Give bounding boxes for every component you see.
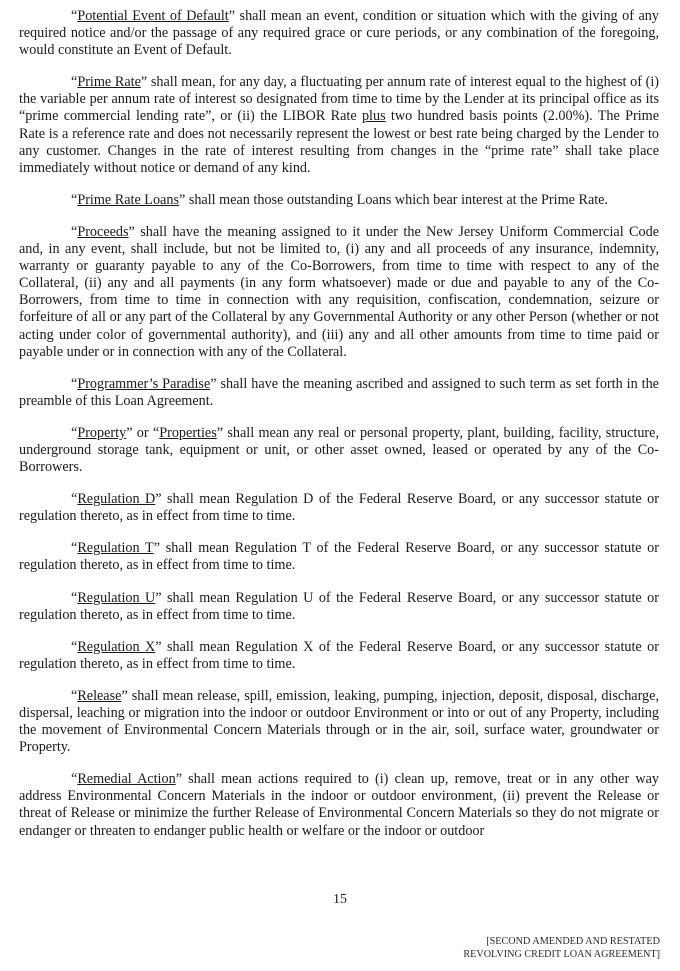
definition-text: ” shall mean release, spill, emission, leaking, pumping, injection, deposit, disposal, discharge, dispersal, leaching or migration into the indoor or outdoor Environment or into or out of any Property, including the movement of Environmental Concern Materials through or in the air, soil, surface water, groundwater or Property.: [19, 687, 659, 756]
definition-text-continued: two hundred basis points (2.00%). The Prime Rate is a reference rate and does not necessarily represent the lowest or best rate being charged by the Lender to any customer. Changes in the rate of interest resulting from changes in the “prime rate” shall take place immediately without notice or demand of any kind.: [19, 108, 659, 176]
open-quote: “: [71, 191, 78, 208]
definition-remedial-action: [19, 771, 659, 839]
open-quote: “: [71, 8, 78, 24]
defined-term: Proceeds: [77, 223, 129, 240]
open-quote: “: [71, 424, 78, 441]
defined-term: Regulation U: [77, 589, 156, 606]
open-quote: “: [71, 589, 78, 606]
definition-text: ” shall mean any real or personal property, plant, building, facility, structure, underground storage tank, equipment or unit, or other asset owned, leased or operated by any of the Co-Borrowers.: [19, 424, 659, 476]
definition-property: [19, 425, 659, 476]
open-quote: “: [71, 74, 78, 91]
definition-regulation-d: [19, 491, 659, 525]
definition-text: ” shall mean an event, condition or situation which with the giving of any required notice and/or the passage of any required grace or cure periods, or any combination of the foregoing, would constitute an Event of Default.: [19, 8, 659, 59]
open-quote: “: [71, 540, 78, 557]
definitions-body: [19, 8, 659, 855]
definition-potential-event-of-default: [19, 8, 659, 59]
defined-term: Release: [77, 687, 122, 704]
open-quote: “: [71, 687, 78, 704]
definition-regulation-u: [19, 590, 659, 624]
defined-term: Potential Event of Default: [77, 8, 229, 24]
definition-text: ” shall mean Regulation T of the Federal Reserve Board, or any successor statute or regulation thereto, as in effect from time to time.: [19, 540, 660, 574]
definition-text: ” shall mean Regulation D of the Federal Reserve Board, or any successor statute or regulation thereto, as in effect from time to time.: [19, 491, 659, 525]
definition-text: ” shall mean Regulation X of the Federal Reserve Board, or any successor statute or regulation thereto, as in effect from time to time.: [19, 638, 659, 672]
definition-text: ” shall mean actions required to (i) clean up, remove, treat or in any other way address Environmental Concern Materials in the indoor or outdoor environment, (ii) prevent the Release or threat of Release or minimize the further Release of Environmental Concern Materials so they do not migrate or endanger or threaten to endanger public health or welfare or the indoor or outdoor: [19, 771, 659, 839]
defined-term: Regulation X: [77, 638, 156, 655]
open-quote: “: [71, 771, 78, 788]
defined-term: Prime Rate Loans: [77, 191, 179, 208]
document-footer: [360, 936, 660, 961]
defined-term: Remedial Action: [77, 771, 176, 788]
footer-line-2: REVOLVING CREDIT LOAN AGREEMENT]: [463, 948, 660, 960]
definition-programmers-paradise: [19, 376, 659, 410]
open-quote: “: [71, 491, 78, 508]
definition-text: ” shall mean, for any day, a fluctuating per annum rate of interest equal to the highest of (i) the variable per annum rate of interest so designated from time to time by the Lender at its principal office as its “prime commercial lending rate”, or (ii) the LIBOR Rate: [19, 74, 660, 125]
defined-term: Regulation D: [77, 491, 156, 508]
footer-line-1: [SECOND AMENDED AND RESTATED: [486, 936, 660, 947]
defined-term: Regulation T: [77, 540, 154, 557]
open-quote: “: [71, 223, 78, 240]
definition-regulation-t: [19, 540, 659, 574]
definition-text: ” shall have the meaning ascribed and assigned to such term as set forth in the preamble of this Loan Agreement.: [19, 375, 659, 409]
definition-regulation-x: [19, 639, 659, 673]
definition-prime-rate-loans: [19, 192, 659, 209]
definition-text: ” shall mean those outstanding Loans which bear interest at the Prime Rate.: [178, 191, 609, 208]
definition-prime-rate: [19, 74, 659, 177]
open-quote: “: [71, 638, 78, 655]
definition-text: ” shall have the meaning assigned to it under the New Jersey Uniform Commercial Code and, in any event, shall include, but not be limited to, (i) any and all proceeds of any insurance, indemnity, warranty or guaranty payable to any of the Co-Borrowers, from time to time with respect to any of the Collateral, (ii) any and all payments (in any form whatsoever) made or due and payable to any of the Co-Borrowers, from time to time in connection with any requisition, confiscation, condemnation, seizure or forfeiture of all or any part of the Collateral by any Governmental Authority or any other Person (whether or not acting under color of governmental authority), and (iii) any and all other amounts from time to time paid or payable under or in connection with any of the Collateral.: [19, 223, 659, 360]
definition-proceeds: [19, 224, 659, 361]
plus-emphasis: plus: [361, 108, 386, 125]
defined-term: Programmer’s Paradise: [77, 375, 211, 392]
definition-text: ” shall mean Regulation U of the Federal Reserve Board, or any successor statute or regulation thereto, as in effect from time to time.: [19, 589, 659, 623]
defined-term: Prime Rate: [77, 74, 141, 91]
term-connector: ” or “: [126, 424, 160, 441]
definition-release: [19, 688, 659, 756]
page-number: 15: [333, 892, 347, 907]
defined-term-alt: Properties: [159, 424, 217, 441]
defined-term: Property: [77, 424, 127, 441]
open-quote: “: [71, 375, 78, 392]
